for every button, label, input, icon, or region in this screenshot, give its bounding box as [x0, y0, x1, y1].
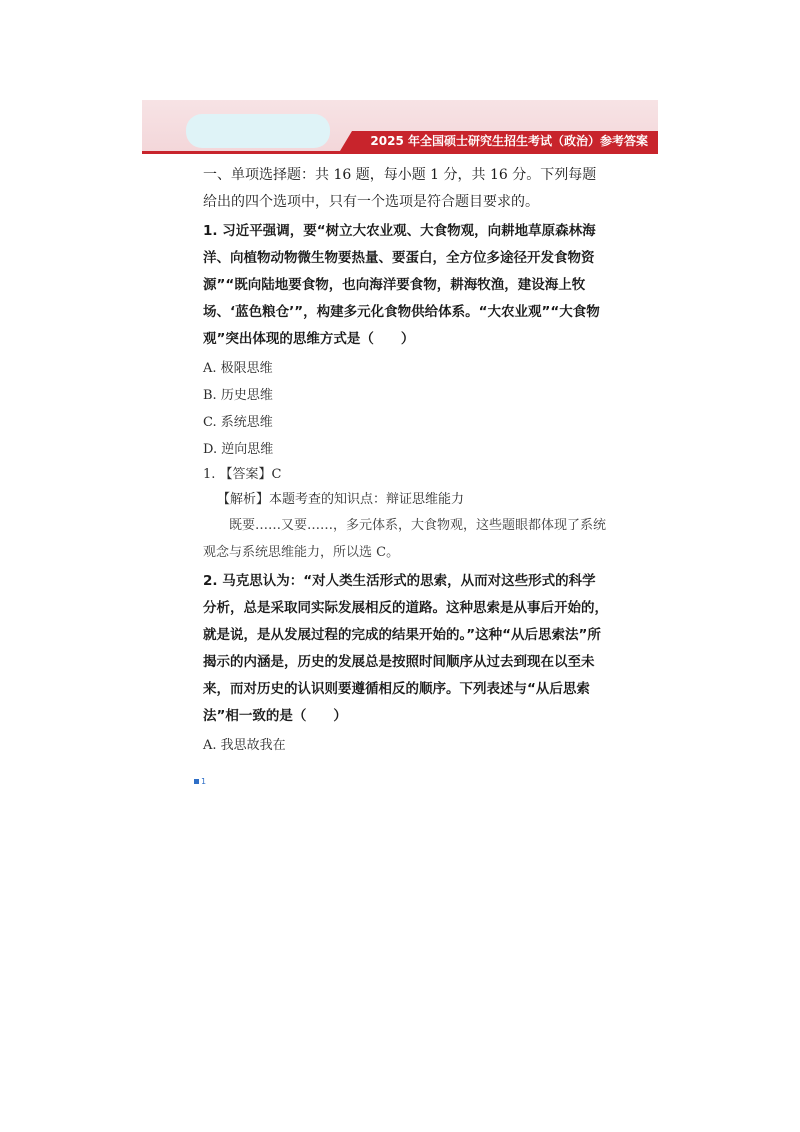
document-title: 2025 年全国硕士研究生招生考试（政治）参考答案	[370, 134, 648, 148]
section-intro: 一、单项选择题：共 16 题，每小题 1 分，共 16 分。下列每题给出的四个选项中，只有一个选项是符合题目要求的。	[203, 167, 597, 210]
question-1-option-a: A. 极限思维	[203, 361, 273, 376]
document-body	[203, 162, 608, 759]
question-1-answer: 1. 【答案】C	[203, 467, 282, 482]
question-2-stem: 2. 马克思认为：“对人类生活形式的思索，从而对这些形式的科学分析，总是采取同实际发展相反的道路。这种思索是从事后开始的，就是说，是从发展过程的完成的结果开始的。”这种“从后思索法”所揭示的内涵是，历史的发展总是按照时间顺序从过去到现在以至未来，而对历史的认识则要遵循相反的顺序。下列表述与“从后思索法”相一致的是（ ）	[203, 573, 608, 724]
question-1-analysis-title: 【解析】本题考查的知识点：辩证思维能力	[217, 492, 465, 507]
header-banner	[142, 100, 658, 154]
question-2-option-a: A. 我思故我在	[203, 738, 286, 753]
logo-placeholder	[186, 114, 330, 148]
page-number-marker	[194, 777, 206, 786]
header-divider	[142, 151, 658, 154]
question-1-stem: 1. 习近平强调，要“树立大农业观、大食物观，向耕地草原森林海洋、向植物动物微生物要热量、要蛋白，全方位多途径开发食物资源”“既向陆地要食物，也向海洋要食物，耕海牧渔，建设海上牧场、‘蓝色粮仓’”，构建多元化食物供给体系。“大农业观”“大食物观”突出体现的思维方式是（ ）	[203, 223, 600, 347]
question-1-analysis-body: 既要……又要……，多元体系，大食物观，这些题眼都体现了系统观念与系统思维能力，所以选 C。	[203, 518, 607, 560]
page-marker-icon	[194, 779, 199, 784]
question-1-option-b: B. 历史思维	[203, 388, 273, 403]
question-1-option-d: D. 逆向思维	[203, 442, 274, 457]
question-1-option-c: C. 系统思维	[203, 415, 273, 430]
page-number: 1	[201, 777, 207, 786]
